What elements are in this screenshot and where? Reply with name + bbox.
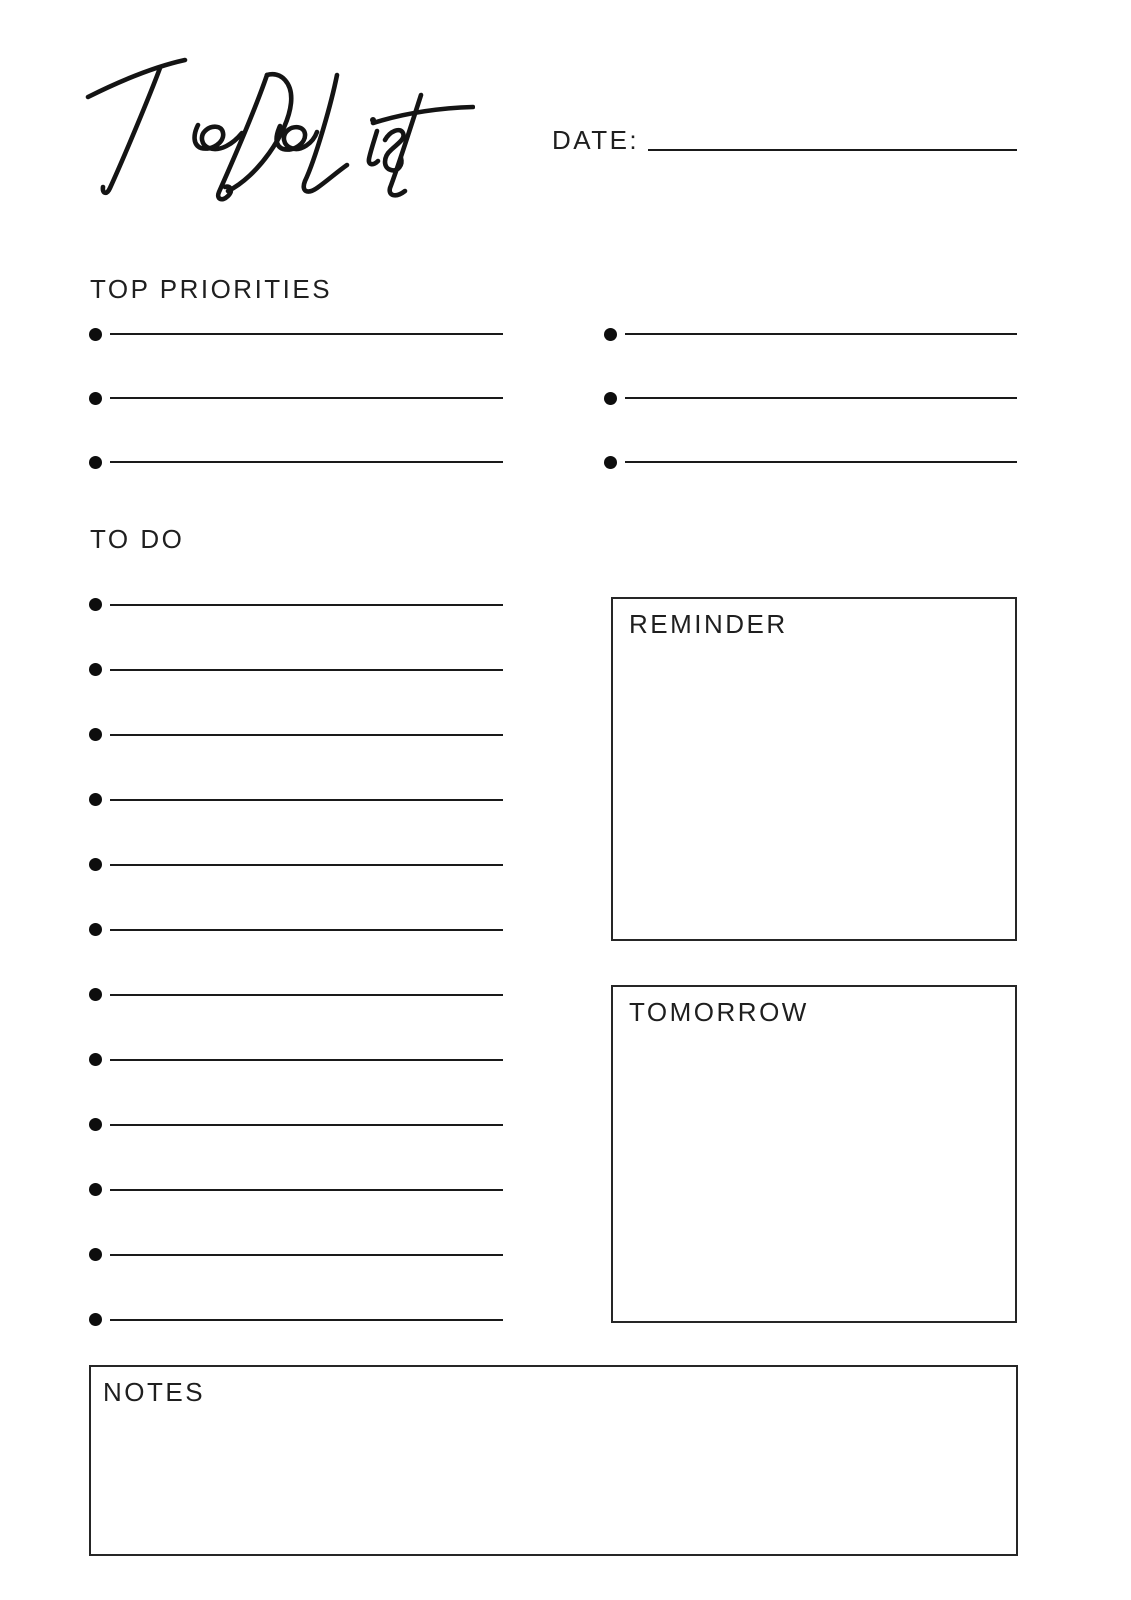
notes-panel bbox=[89, 1365, 1018, 1556]
todo-blank-line[interactable] bbox=[89, 897, 503, 962]
script-lettering-to-do-list bbox=[88, 60, 473, 199]
todo-blank-line[interactable] bbox=[89, 1222, 503, 1287]
priority-blank-line[interactable] bbox=[604, 366, 1017, 430]
todo-list bbox=[89, 572, 503, 1352]
writing-line bbox=[625, 461, 1017, 463]
todo-blank-line[interactable] bbox=[89, 572, 503, 637]
bullet-icon bbox=[89, 1313, 102, 1326]
writing-line bbox=[625, 333, 1017, 335]
writing-line bbox=[110, 929, 503, 931]
bullet-icon bbox=[604, 456, 617, 469]
bullet-icon bbox=[604, 392, 617, 405]
todo-blank-line[interactable] bbox=[89, 1027, 503, 1092]
date-label: DATE: bbox=[552, 125, 640, 155]
bullet-icon bbox=[89, 328, 102, 341]
reminder-panel bbox=[611, 597, 1017, 941]
notes-content-area[interactable] bbox=[91, 1411, 1016, 1554]
todo-blank-line[interactable] bbox=[89, 1157, 503, 1222]
tomorrow-panel bbox=[611, 985, 1017, 1323]
writing-line bbox=[110, 604, 503, 606]
reminder-content-area[interactable] bbox=[613, 643, 1015, 939]
writing-line bbox=[110, 734, 503, 736]
date-field bbox=[552, 127, 1017, 153]
todo-blank-line[interactable] bbox=[89, 832, 503, 897]
bullet-icon bbox=[89, 923, 102, 936]
page-title bbox=[85, 45, 475, 205]
todo-blank-line[interactable] bbox=[89, 767, 503, 832]
todo-blank-line[interactable] bbox=[89, 962, 503, 1027]
letter-T-bar bbox=[88, 60, 185, 97]
notes-heading: NOTES bbox=[103, 1377, 206, 1407]
reminder-heading: REMINDER bbox=[629, 609, 788, 639]
writing-line bbox=[110, 333, 503, 335]
bullet-icon bbox=[89, 793, 102, 806]
todo-blank-line[interactable] bbox=[89, 702, 503, 767]
letter-L bbox=[304, 75, 347, 192]
bullet-icon bbox=[89, 392, 102, 405]
writing-line bbox=[110, 1189, 503, 1191]
priority-blank-line[interactable] bbox=[89, 366, 503, 430]
top-priorities-right-list bbox=[604, 302, 1017, 494]
priority-blank-line[interactable] bbox=[604, 430, 1017, 494]
writing-line bbox=[110, 1254, 503, 1256]
tomorrow-heading: TOMORROW bbox=[629, 997, 809, 1027]
todo-blank-line[interactable] bbox=[89, 637, 503, 702]
writing-line bbox=[110, 1059, 503, 1061]
bullet-icon bbox=[89, 1118, 102, 1131]
todo-blank-line[interactable] bbox=[89, 1287, 503, 1352]
writing-line bbox=[110, 1319, 503, 1321]
priority-blank-line[interactable] bbox=[89, 430, 503, 494]
bullet-icon bbox=[89, 1183, 102, 1196]
writing-line bbox=[110, 461, 503, 463]
todo-blank-line[interactable] bbox=[89, 1092, 503, 1157]
bullet-icon bbox=[89, 858, 102, 871]
bullet-icon bbox=[89, 456, 102, 469]
writing-line bbox=[110, 994, 503, 996]
letter-t-crossbar bbox=[373, 107, 473, 123]
writing-line bbox=[625, 397, 1017, 399]
bullet-icon bbox=[89, 663, 102, 676]
bullet-icon bbox=[89, 1248, 102, 1261]
bullet-icon bbox=[89, 1053, 102, 1066]
bullet-icon bbox=[89, 728, 102, 741]
bullet-icon bbox=[89, 988, 102, 1001]
priority-blank-line[interactable] bbox=[89, 302, 503, 366]
date-writing-line[interactable] bbox=[648, 149, 1017, 151]
letter-o1 bbox=[195, 125, 242, 149]
todo-heading: TO DO bbox=[90, 524, 185, 554]
writing-line bbox=[110, 864, 503, 866]
bullet-icon bbox=[89, 598, 102, 611]
letter-i-stroke bbox=[369, 131, 378, 164]
writing-line bbox=[110, 397, 503, 399]
writing-line bbox=[110, 1124, 503, 1126]
top-priorities-left-list bbox=[89, 302, 503, 494]
writing-line bbox=[110, 669, 503, 671]
priority-blank-line[interactable] bbox=[604, 302, 1017, 366]
writing-line bbox=[110, 799, 503, 801]
top-priorities-heading: TOP PRIORITIES bbox=[90, 274, 333, 304]
tomorrow-content-area[interactable] bbox=[613, 1031, 1015, 1321]
bullet-icon bbox=[604, 328, 617, 341]
